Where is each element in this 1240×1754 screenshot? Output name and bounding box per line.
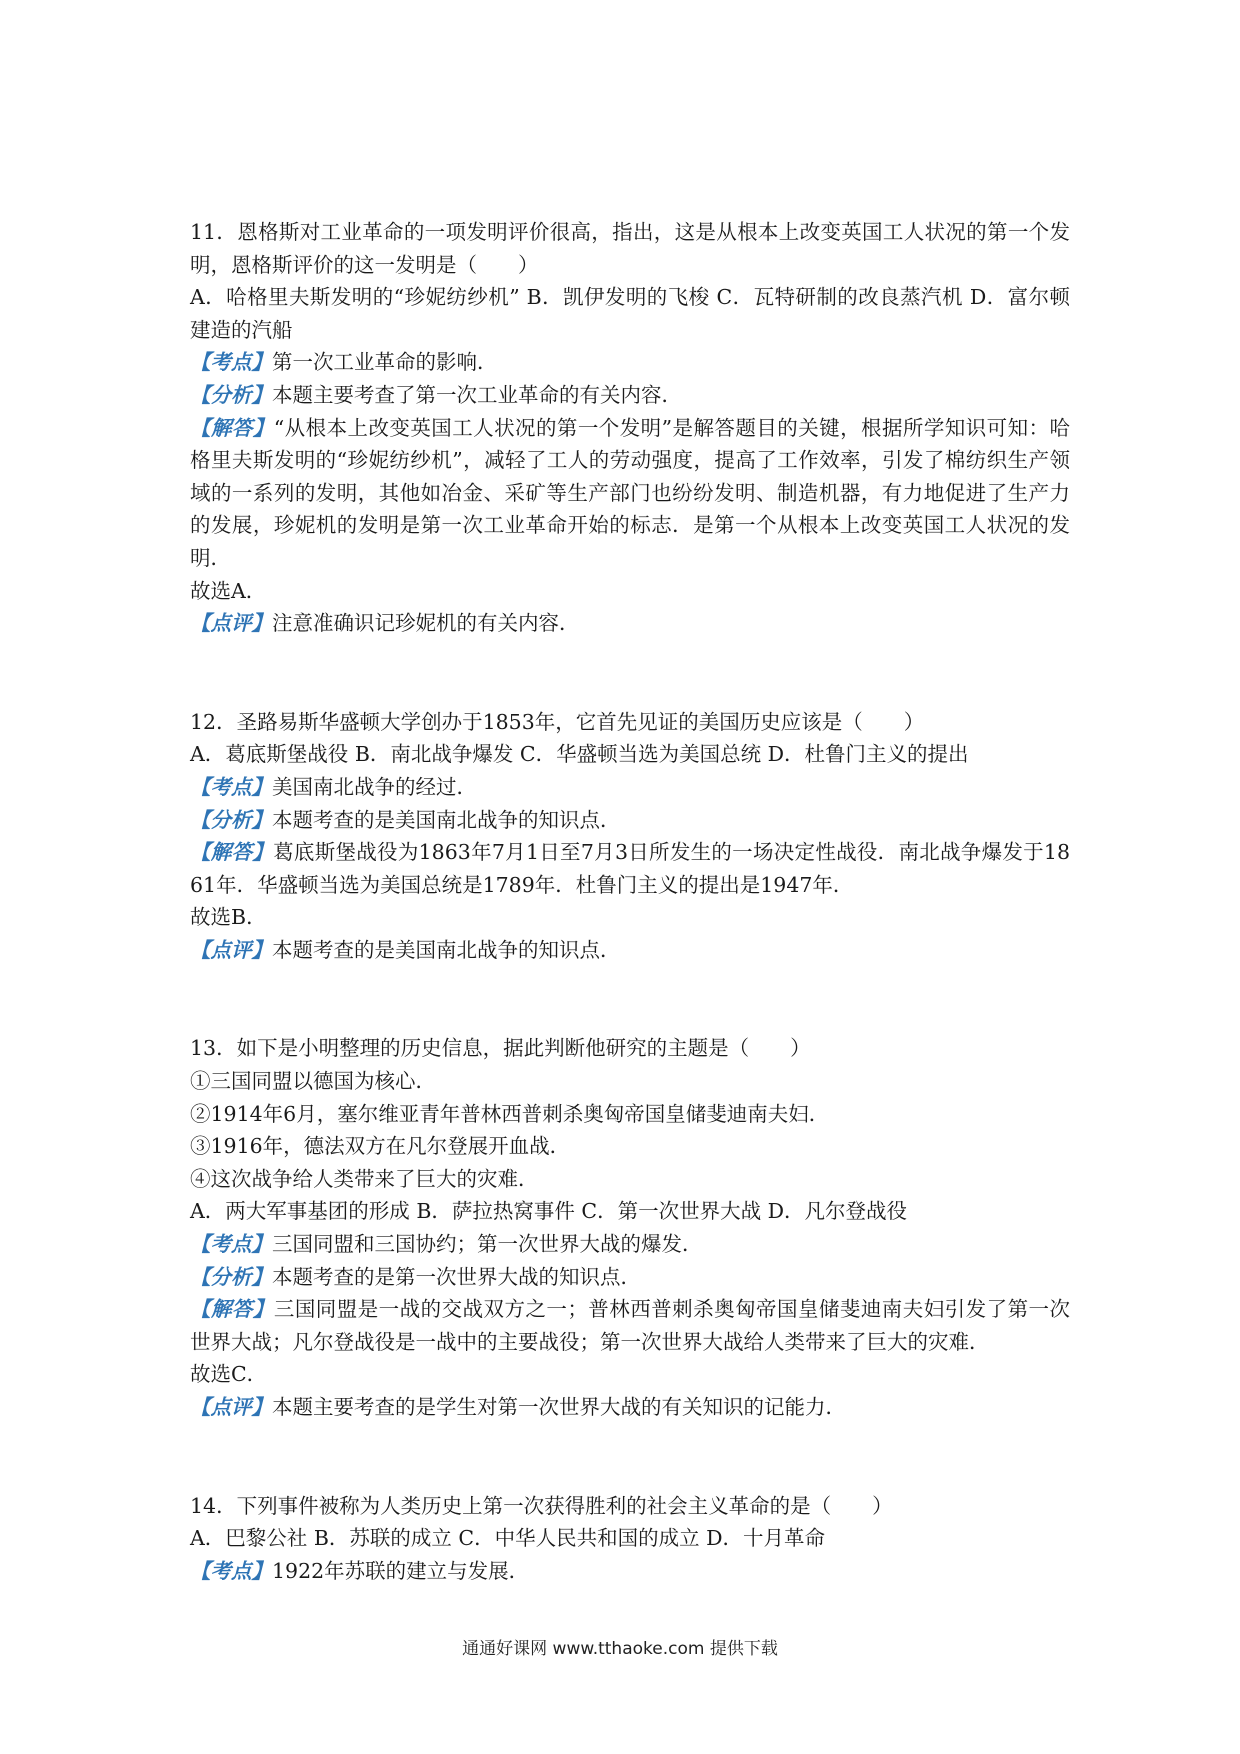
question-12 — [190, 706, 1070, 967]
kaodian-label: 【考点】 — [190, 350, 272, 375]
info-item: ①三国同盟以德国为核心． — [190, 1069, 436, 1094]
fenxi-label: 【分析】 — [190, 807, 272, 832]
answer-text: 故选B． — [190, 905, 267, 930]
fenxi-text: 本题考查的是美国南北战争的知识点． — [272, 807, 621, 832]
question-options: A．巴黎公社 B．苏联的成立 C．中华人民共和国的成立 D．十月革命 — [190, 1526, 826, 1551]
question-13 — [190, 1032, 1070, 1423]
kaodian-text: 第一次工业革命的影响． — [272, 350, 498, 375]
dianping-row — [190, 1391, 1070, 1424]
jieda-label: 【解答】 — [190, 415, 274, 440]
kaodian-row — [190, 1555, 1070, 1588]
kaodian-text: 1922年苏联的建立与发展． — [272, 1558, 530, 1583]
dianping-label: 【点评】 — [190, 611, 272, 636]
kaodian-label: 【考点】 — [190, 1232, 272, 1257]
dianping-label: 【点评】 — [190, 1395, 272, 1419]
question-stem: 12．圣路易斯华盛顿大学创办于1853年，它首先见证的美国历史应该是（ ） — [190, 709, 925, 734]
dianping-text: 本题主要考查的是学生对第一次世界大战的有关知识的记能力． — [272, 1395, 846, 1419]
question-options: A．葛底斯堡战役 B．南北战争爆发 C．华盛顿当选为美国总统 D．杜鲁门主义的提出 — [190, 742, 969, 767]
kaodian-label: 【考点】 — [190, 774, 272, 799]
question-options: A．两大军事基团的形成 B．萨拉热窝事件 C．第一次世界大战 D．凡尔登战役 — [190, 1199, 908, 1224]
jieda-text: 葛底斯堡战役为1863年7月1日至7月3日所发生的一场决定性战役．南北战争爆发于1861年．华盛顿当选为美国总统是1789年．杜鲁门主义的提出是1947年． — [190, 840, 1071, 897]
answer-text: 故选A． — [190, 578, 267, 603]
info-item: ③1916年，德法双方在凡尔登展开血战． — [190, 1134, 571, 1159]
question-14 — [190, 1490, 1070, 1588]
fenxi-text: 本题主要考查了第一次工业革命的有关内容． — [272, 382, 682, 407]
info-item: ④这次战争给人类带来了巨大的灾难． — [190, 1166, 539, 1191]
kaodian-label: 【考点】 — [190, 1558, 272, 1583]
jieda-text: “从根本上改变英国工人状况的第一个发明”是解答题目的关键，根据所学知识可知：哈格里夫斯发明的“珍妮纺纱机”，减轻了工人的劳动强度，提高了工作效率，引发了棉纺织生产领域的一系列的发明，其他如冶金、采矿等生产部门也纷纷发明、制造机器，有力地促进了生产力的发展，珍妮机的发明是第一次工业革命开始的标志．是第一个从根本上改变英国工人状况的发明． — [190, 415, 1070, 570]
dianping-row — [190, 607, 1070, 640]
dianping-text: 注意准确识记珍妮机的有关内容． — [272, 611, 580, 636]
question-options: A．哈格里夫斯发明的“珍妮纺纱机” B．凯伊发明的飞梭 C．瓦特研制的改良蒸汽机 D．富尔顿建造的汽船 — [190, 285, 1070, 342]
jieda-label: 【解答】 — [190, 1297, 274, 1322]
dianping-text: 本题考查的是美国南北战争的知识点． — [272, 937, 621, 962]
jieda-row — [190, 836, 1070, 901]
jieda-label: 【解答】 — [190, 840, 274, 865]
question-11 — [190, 216, 1070, 640]
kaodian-text: 三国同盟和三国协约；第一次世界大战的爆发． — [272, 1232, 703, 1257]
question-stem: 14．下列事件被称为人类历史上第一次获得胜利的社会主义革命的是（ ） — [190, 1493, 893, 1518]
kaodian-row — [190, 346, 1070, 379]
kaodian-row — [190, 1228, 1070, 1261]
info-item: ②1914年6月，塞尔维亚青年普林西普刺杀奥匈帝国皇储斐迪南夫妇． — [190, 1101, 830, 1126]
jieda-row — [190, 412, 1070, 575]
answer-text: 故选C． — [190, 1362, 268, 1387]
page-content — [190, 216, 1070, 1587]
fenxi-row — [190, 379, 1070, 412]
jieda-row — [190, 1293, 1070, 1358]
question-stem: 11．恩格斯对工业革命的一项发明评价很高，指出，这是从根本上改变英国工人状况的第一个发明，恩格斯评价的这一发明是（ ） — [190, 220, 1070, 277]
page-footer: 通通好课网 www.tthaoke.com 提供下载 — [462, 1639, 778, 1659]
fenxi-row — [190, 1261, 1070, 1294]
fenxi-label: 【分析】 — [190, 1264, 272, 1289]
dianping-label: 【点评】 — [190, 937, 272, 962]
question-stem: 13．如下是小明整理的历史信息，据此判断他研究的主题是（ ） — [190, 1036, 811, 1061]
fenxi-text: 本题考查的是第一次世界大战的知识点． — [272, 1264, 641, 1289]
fenxi-label: 【分析】 — [190, 382, 272, 407]
jieda-text: 三国同盟是一战的交战双方之一；普林西普刺杀奥匈帝国皇储斐迪南夫妇引发了第一次世界大战；凡尔登战役是一战中的主要战役；第一次世界大战给人类带来了巨大的灾难． — [190, 1297, 1071, 1354]
dianping-row — [190, 934, 1070, 967]
fenxi-row — [190, 804, 1070, 837]
kaodian-row — [190, 771, 1070, 804]
kaodian-text: 美国南北战争的经过． — [272, 774, 477, 799]
